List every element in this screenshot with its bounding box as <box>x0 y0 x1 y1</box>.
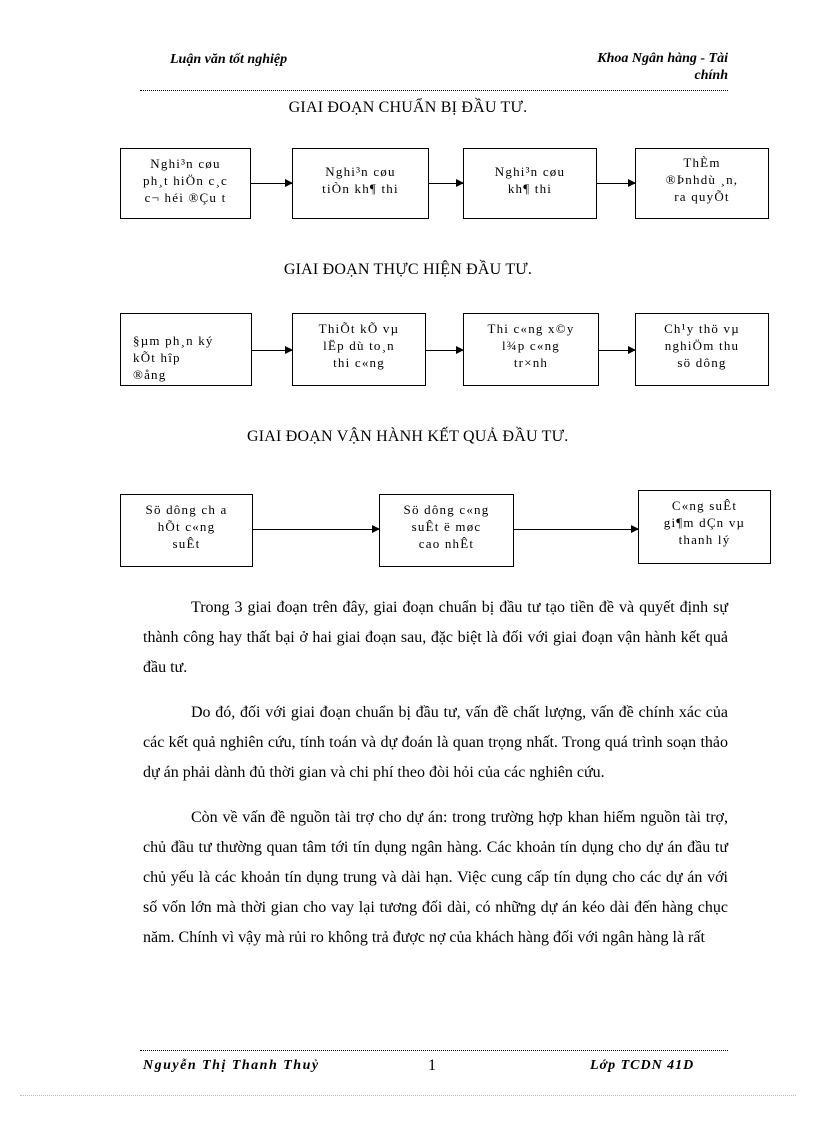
header-faculty-line1: Khoa Ngân hàng - Tài <box>597 51 728 66</box>
box-line: gi¶m dÇn vµ <box>663 515 746 530</box>
box-line: ®ång <box>133 367 167 382</box>
flow-arrow <box>599 350 635 351</box>
box-line: cao nhÊt <box>418 536 475 551</box>
flow-box-design-estimate <box>292 313 426 386</box>
flow-box-construction <box>463 313 599 386</box>
header-faculty-line2: chính <box>694 68 728 83</box>
box-line: ThÈm <box>683 155 721 170</box>
footer-author: Nguyễn Thị Thanh Thuỷ <box>143 1058 320 1073</box>
stage-title-operation: GIAI ĐOẠN VẬN HÀNH KẾT QUẢ ĐẦU TƯ. <box>247 428 569 445</box>
footer-divider <box>140 1050 728 1051</box>
box-line: tr×nh <box>513 355 549 370</box>
flow-box-feasibility <box>463 148 597 219</box>
flow-arrow <box>251 183 292 184</box>
box-line: l¾p c«ng <box>502 338 560 353</box>
flow-arrow <box>426 350 463 351</box>
flow-box-peak-capacity <box>379 494 514 567</box>
flow-arrow <box>252 350 292 351</box>
box-line: C«ng suÊt <box>671 498 738 513</box>
box-line: suÊt <box>172 536 201 551</box>
flow-box-appraisal <box>635 148 769 219</box>
box-line: nghiÖm thu <box>664 338 740 353</box>
body-text <box>143 593 728 953</box>
paragraph: Trong 3 giai đoạn trên đây, giai đoạn chuẩn bị đầu tư tạo tiền đề và quyết định sự thành công hay thất bại ở hai giai đoạn sau, đặc biệt là đối với giai đoạn vận hành kết quả đầu tư. <box>143 599 728 676</box>
box-line: kh¶ thi <box>507 181 553 196</box>
header-divider <box>140 90 728 91</box>
box-line: c¬ héi ®Çu t <box>144 190 227 205</box>
page-number: 1 <box>428 1057 436 1074</box>
box-line: lËp dù to¸n <box>323 338 395 353</box>
flow-arrow <box>514 529 638 530</box>
header-thesis-label: Luận văn tốt nghiệp <box>170 52 288 67</box>
box-line: suÊt ë møc <box>411 519 482 534</box>
box-line: tiÒn kh¶ thi <box>322 181 399 196</box>
box-line: thanh lý <box>678 532 731 547</box>
flow-box-prefeasibility <box>292 148 429 219</box>
box-line: kÕt hîp <box>133 350 181 365</box>
box-line: Ch¹y thö vµ <box>664 321 740 336</box>
flow-arrow <box>597 183 635 184</box>
box-line: thi c«ng <box>333 355 385 370</box>
flow-box-liquidation <box>638 490 771 564</box>
flow-box-under-capacity <box>120 494 253 567</box>
box-line: §µm ph¸n ký <box>133 333 214 348</box>
flow-arrow <box>253 529 379 530</box>
box-line: Sö dông c«ng <box>403 502 490 517</box>
box-line: Nghi³n cøu <box>150 156 221 171</box>
box-line: ra quyÕt <box>674 189 730 204</box>
footer-class: Lớp TCDN 41D <box>590 1058 695 1073</box>
flow-box-opportunity-study <box>120 148 251 219</box>
paragraph: Do đó, đối với giai đoạn chuẩn bị đầu tư, vấn đề chất lượng, vấn đề chính xác của các kết quả nghiên cứu, tính toán và dự đoán là quan trọng nhất. Trong quá trình soạn thảo dự án phải dành đủ thời gian và chi phí theo đòi hỏi của các nghiên cứu. <box>143 704 728 781</box>
box-line: Sö dông ch a <box>145 502 228 517</box>
box-line: ThiÕt kÕ vµ <box>318 321 400 336</box>
stage-title-preparation: GIAI ĐOẠN CHUẨN BỊ ĐẦU TƯ. <box>288 99 528 116</box>
box-line: ph¸t hiÖn c¸c <box>143 173 228 188</box>
box-line: hÕt c«ng <box>157 519 216 534</box>
header-faculty <box>540 50 728 84</box>
flow-box-negotiation <box>120 313 252 386</box>
box-line: Nghi³n cøu <box>494 164 566 179</box>
page-edge-divider <box>20 1095 796 1096</box>
box-line: sö dông <box>677 355 727 370</box>
flow-box-trial-acceptance <box>635 313 769 386</box>
flow-arrow <box>429 183 463 184</box>
box-line: Thi c«ng x©y <box>487 321 575 336</box>
box-line: ®Þnhdù ¸n, <box>665 172 739 187</box>
box-line: Nghi³n cøu <box>325 164 396 179</box>
stage-title-implementation: GIAI ĐOẠN THỰC HIỆN ĐẦU TƯ. <box>283 261 533 278</box>
paragraph: Còn về vấn đề nguồn tài trợ cho dự án: trong trường hợp khan hiếm nguồn tài trợ, chủ đầu tư thường quan tâm tới tín dụng ngân hàng. Các khoản tín dụng cho dự án đầu tư chủ yếu là các khoản tín dụng trung và dài hạn. Việc cung cấp tín dụng cho các dự án với số vốn lớn mà thời gian cho vay lại tương đối dài, có những dự án kéo dài đến hàng chục năm. Chính vì vậy mà rủi ro không trả được nợ của khách hàng đối với ngân hàng là rất <box>143 809 728 946</box>
